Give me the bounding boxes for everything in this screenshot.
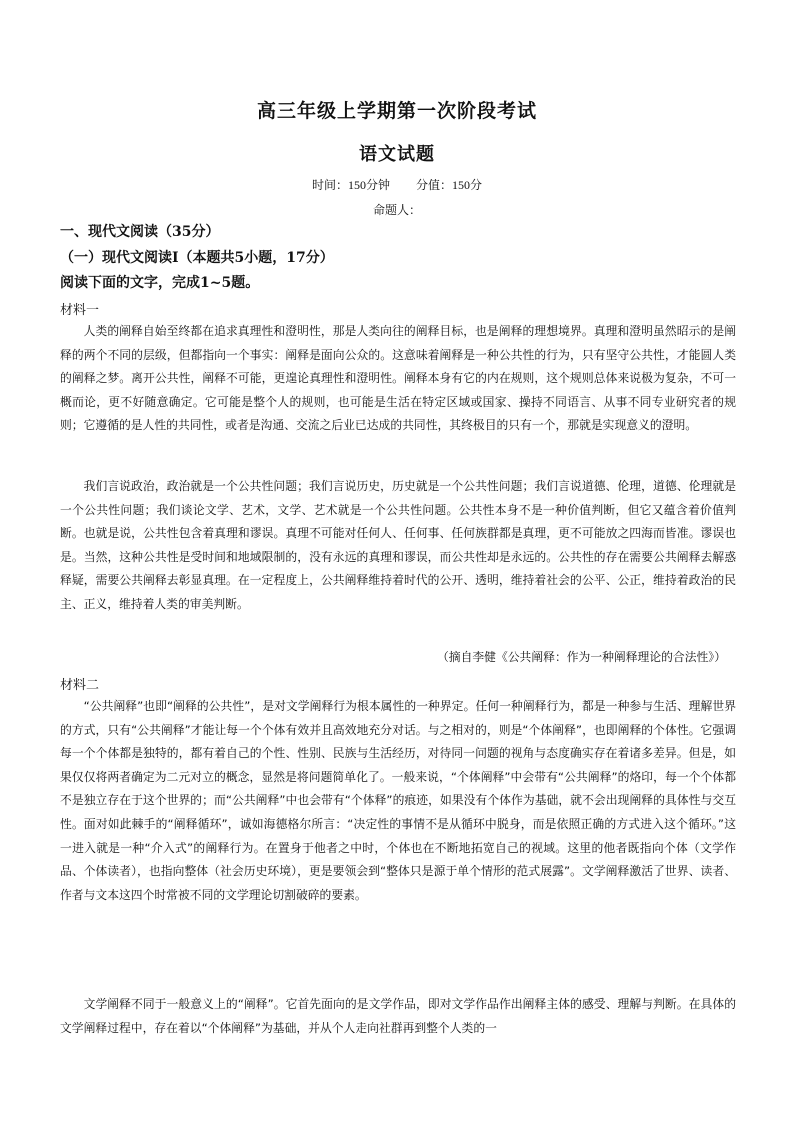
material1-source: （摘自李健《公共阐释：作为一种阐释理论的合法性》）: [436, 650, 726, 664]
subject-title: 语文试题: [359, 144, 435, 165]
material2-paragraph-2: 文学阐释不同于一般意义上的“阐释”。它首先面向的是文学作品，即对文学作品作出阐释主体的感受、理解与判断。在具体的文学阐释过程中，存在着以“个体阐释”为基础，并从个人走向社群再到整个人类的一: [60, 997, 736, 1035]
material2-label: 材料二: [60, 678, 100, 693]
exam-score: 分值：150分: [416, 178, 483, 192]
section-instruction: 阅读下面的文字，完成1~5题。: [60, 275, 260, 291]
exam-title: 高三年级上学期第一次阶段考试: [256, 100, 537, 122]
material1-paragraph-2: 我们言说政治，政治就是一个公共性问题；我们言说历史，历史就是一个公共性问题；我们言说道德、伦理，道德、伦理就是一个公共性问题；我们谈论文学、艺术，文学、艺术就是一个公共性问题。公共性本身不是一种价值判断，但它又蕴含着价值判断。也就是说，公共性包含着真理和谬误。真理不可能对任何人、任何事、任何族群都是真理，更不可能放之四海而皆准。谬误也是。当然，这种公共性是受时间和地域限制的，没有永远的真理和谬误，而公共性却是永远的。公共性的存在需要公共阐释去解惑释疑，需要公共阐释去彰显真理。在一定程度上，公共阐释维持着时代的公开、透明，维持着社会的公平、公正，维持着政治的民主、正义，维持着人类的审美判断。: [60, 479, 736, 611]
section-heading: 一、现代文阅读（35分）: [60, 224, 220, 240]
material1-paragraph-1: 人类的阐释自始至终都在追求真理性和澄明性，那是人类向往的阐释目标，也是阐释的理想境界。真理和澄明虽然昭示的是阐释的两个不同的层级，但都指向一个事实：阐释是面向公众的。这意味着阐释是一种公共性的行为，只有坚守公共性，才能圆人类的阐释之梦。离开公共性，阐释不可能，更遑论真理性和澄明性。阐释本身有它的内在规则，这个规则总体来说极为复杂，不可一概而论，更不好随意确定。它可能是整个人的规则，也可能是生活在特定区域或国家、操持不同语言、从事不同专业研究者的规则；它遵循的是人性的共同性，或者是沟通、交流之后业已达成的共同性，其终极目的只有一个，那就是实现意义的澄明。: [60, 324, 736, 433]
exam-time: 时间：150分钟: [311, 178, 390, 192]
exam-author: 命题人：: [372, 203, 421, 217]
material1-label: 材料一: [60, 303, 100, 318]
section-subheading: （一）现代文阅读Ⅰ（本题共5小题，17分）: [60, 250, 334, 266]
material2-paragraph-1: “公共阐释”也即“阐释的公共性”，是对文学阐释行为根本属性的一种界定。任何一种阐释行为，都是一种参与生活、理解世界的方式，只有“公共阐释”才能让每一个个体有效并且高效地充分对话。与之相对的，则是“个体阐释”，也即阐释的个体性。它强调每一个个体都是独特的，都有着自己的个性、性别、民族与生活经历，对待同一问题的视角与态度确实存在着诸多差异。但是，如果仅仅将两者确定为二元对立的概念，显然是将问题简单化了。一般来说，“个体阐释”中会带有“公共阐释”的烙印，每一个个体都不是独立存在于这个世界的；而“公共阐释”中也会带有“个体释”的痕迹，如果没有个体作为基础，就不会出现阐释的具体性与交互性。面对如此棘手的“阐释循环”，诚如海德格尔所言：“决定性的事情不是从循环中脱身，而是依照正确的方式进入这个循环。”这一进入就是一种“介入式”的阐释行为。在置身于他者之中时，个体也在不断地拓宽自己的视域。这里的他者既指向个体（文学作品、个体读者），也指向整体（社会历史环境），更是要领会到“整体只是源于单个情形的范式展露”。文学阐释激活了世界、读者、作者与文本这四个时常被不同的文学理论切割破碎的要素。: [60, 699, 736, 902]
exam-meta: [0, 176, 794, 193]
